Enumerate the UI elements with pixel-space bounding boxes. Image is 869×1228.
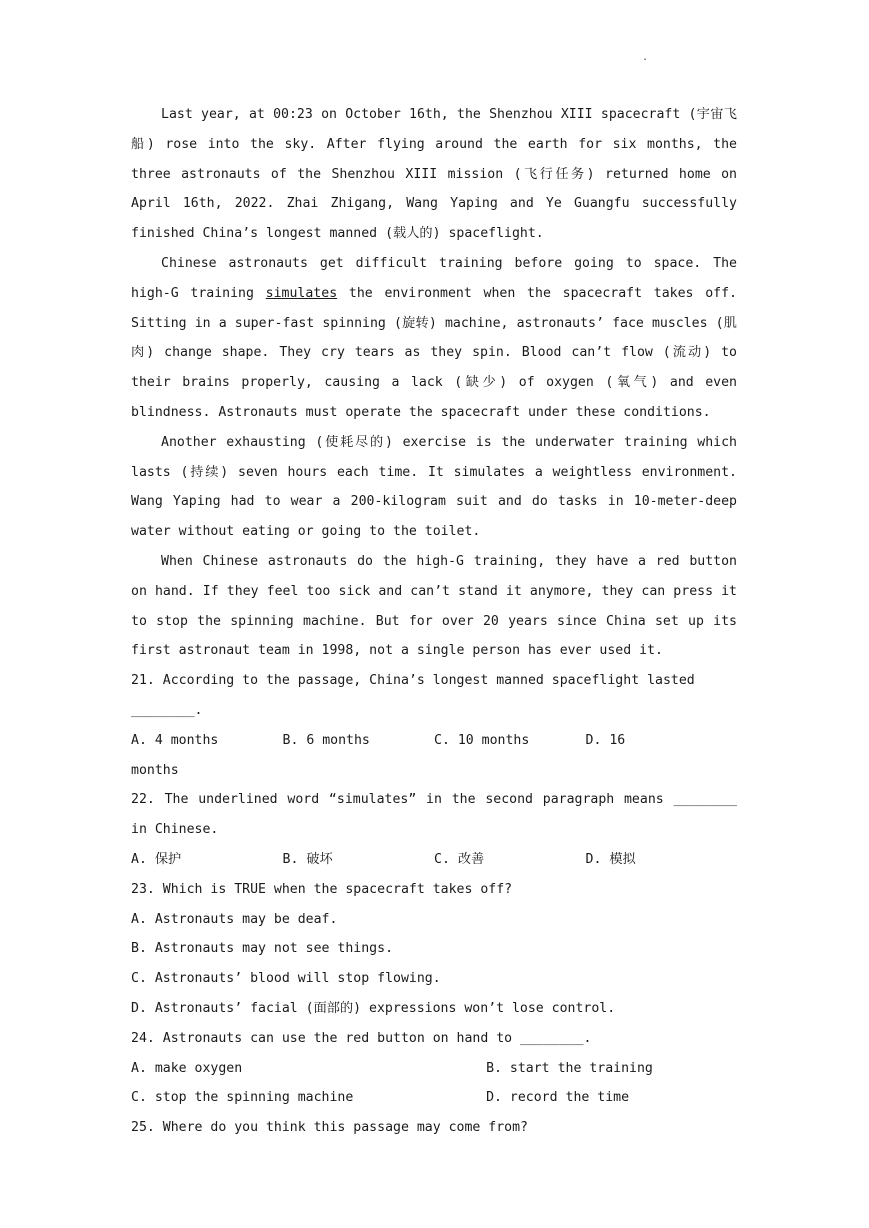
question-24-options-row-2 xyxy=(131,1083,737,1113)
question-22-options xyxy=(131,845,737,875)
option-c[interactable]: C. 改善 xyxy=(434,851,485,867)
page-mark: . xyxy=(642,52,649,63)
option-b[interactable]: B. 破坏 xyxy=(282,851,333,867)
option-a[interactable]: A. 4 months xyxy=(131,732,219,748)
paragraph-2-text-start: Chinese astronauts get difficult training before going to space. The high-G training xyxy=(131,255,737,301)
question-21-options xyxy=(131,726,737,756)
option-a[interactable]: A. make oxygen xyxy=(131,1060,243,1076)
option-d[interactable]: D. 模拟 xyxy=(585,851,636,867)
option-b[interactable]: B. 6 months xyxy=(282,732,370,748)
question-25-stem: 25. Where do you think this passage may come from? xyxy=(131,1120,528,1136)
option-c[interactable]: C. 10 months xyxy=(434,732,530,748)
option-d[interactable]: D. record the time xyxy=(486,1090,630,1106)
option-d[interactable]: D. Astronauts’ facial (面部的) expressions won’t lose control. xyxy=(131,1000,616,1016)
question-23-stem: 23. Which is TRUE when the spacecraft takes off? xyxy=(131,881,513,897)
passage-paragraph-3: Another exhausting (使耗尽的) exercise is the underwater training which lasts (持续) seven hours each time. It simulates a weightless environment. Wang Yaping had to wear a 200-kilogram suit and do tasks in 10-meter-deep water without eating or going to the toilet. xyxy=(131,434,737,540)
option-a[interactable]: A. Astronauts may be deaf. xyxy=(131,911,338,927)
question-24-options-row-1 xyxy=(131,1054,737,1084)
option-c[interactable]: C. stop the spinning machine xyxy=(131,1090,354,1106)
option-a[interactable]: A. 保护 xyxy=(131,851,182,867)
option-d-continuation: months xyxy=(131,762,179,778)
option-c[interactable]: C. Astronauts’ blood will stop flowing. xyxy=(131,971,441,987)
document-body xyxy=(131,100,737,1143)
passage-paragraph-2 xyxy=(131,249,737,428)
question-24-stem: 24. Astronauts can use the red button on hand to ________. xyxy=(131,1030,592,1046)
passage-paragraph-1: Last year, at 00:23 on October 16th, the Shenzhou XIII spacecraft (宇宙飞船) rose into the sky. After flying around the earth for six months, the three astronauts of the Shenzhou XIII mission (飞行任务) returned home on April 16th, 2022. Zhai Zhigang, Wang Yaping and Ye Guangfu successfully finished China’s longest manned (载人的) spaceflight. xyxy=(131,107,737,242)
underlined-word: simulates xyxy=(265,285,338,301)
option-d[interactable]: D. 16 xyxy=(585,732,626,748)
passage-paragraph-4: When Chinese astronauts do the high-G training, they have a red button on hand. If they feel too sick and can’t stand it anymore, they can press it to stop the spinning machine. But for over 20 years since China set up its first astronaut team in 1998, not a single person has ever used it. xyxy=(131,553,737,659)
option-b[interactable]: B. start the training xyxy=(486,1060,653,1076)
option-b[interactable]: B. Astronauts may not see things. xyxy=(131,941,394,957)
question-22-stem: 22. The underlined word “simulates” in the second paragraph means ________ in Chinese. xyxy=(131,792,737,838)
paragraph-2-text-end: the environment when the spacecraft takes off. Sitting in a super-fast spinning (旋转) machine, astronauts’ face muscles (肌肉) change shape. They cry tears as they spin. Blood can’t flow (流动) to their brains properly, causing a lack (缺少) of oxygen (氧气) and even blindness. Astronauts must operate the spacecraft under these conditions. xyxy=(131,285,737,420)
question-21-stem: 21. According to the passage, China’s longest manned spaceflight lasted ________. xyxy=(131,673,695,718)
